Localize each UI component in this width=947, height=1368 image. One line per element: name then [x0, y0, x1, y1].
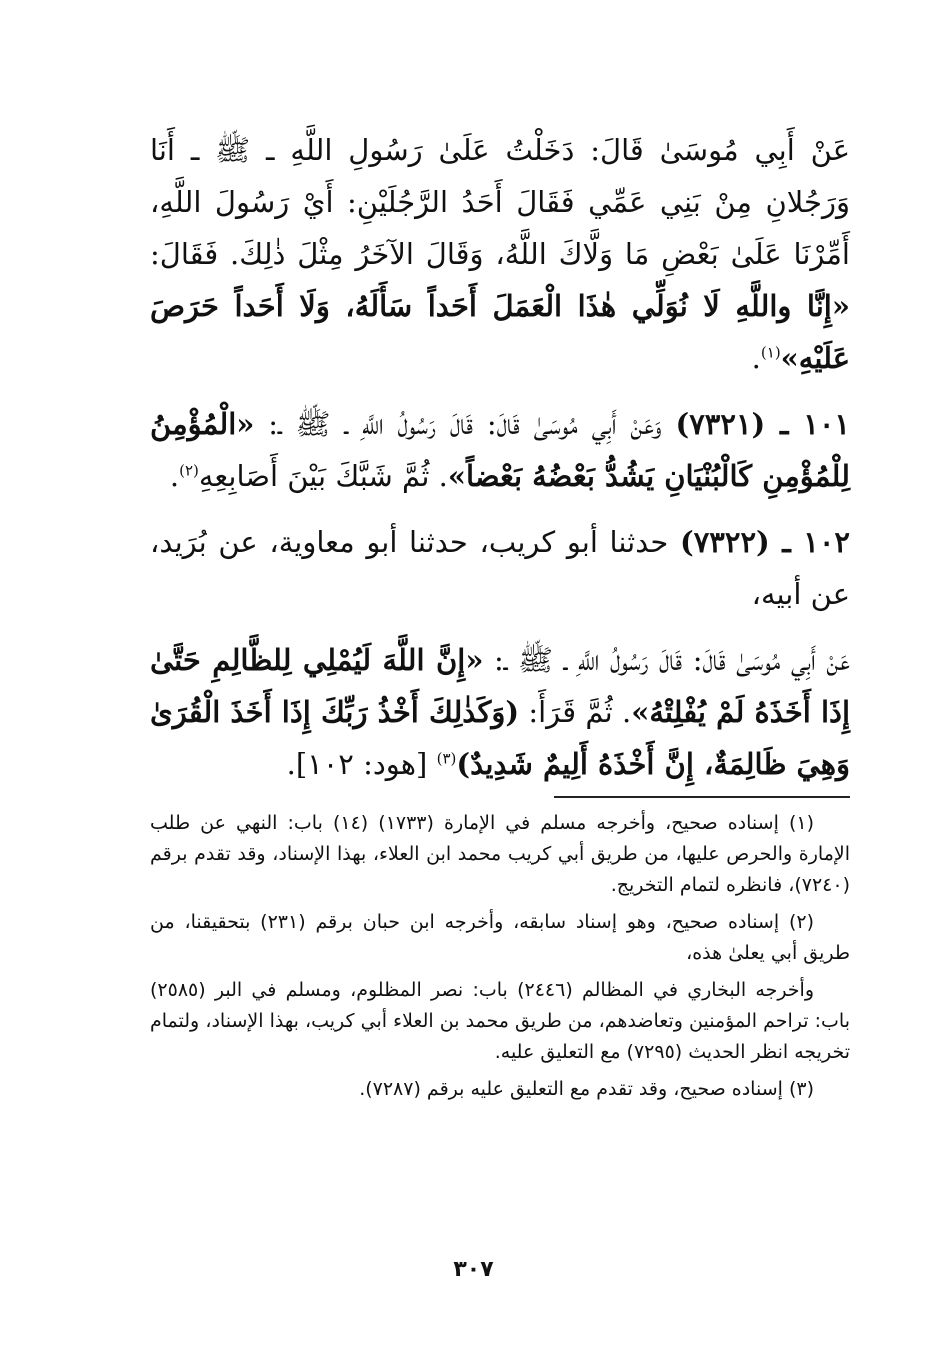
- hadith-100-narration: عَنْ أَبِي مُوسَىٰ قَالَ: دَخَلْتُ عَلَىٰ رَسُولِ اللَّهِ ـ ﷺ ـ أَنَا وَرَجُلانِ مِنْ بَنِي عَمِّي فَقَالَ أَحَدُ الرَّجُلَيْنِ: أَيْ رَسُولَ اللَّهِ، أَمِّرْنَا عَلَىٰ بَعْضِ مَا وَلَّاكَ اللَّهُ، وَقَالَ الآخَرُ مِثْلَ ذٰلِكَ. فَقَالَ:: [150, 133, 850, 271]
- hadith-102-end: .: [286, 747, 296, 781]
- footnote-2: (٢) إسناده صحيح، وهو إسناد سابقه، وأخرجه ابن حبان برقم (٢٣١) بتحقيقنا، من طريق أبي يعلىٰ هذه،: [150, 911, 850, 964]
- hadith-102-isnad-text: حدثنا أبو كريب، حدثنا أبو معاوية، عن بُرَيد، عن أبيه،: [150, 525, 850, 611]
- footnote-separator: [554, 796, 850, 798]
- footnote-ref-1[interactable]: (١): [760, 343, 781, 362]
- hadith-101: [150, 398, 850, 502]
- hadith-102: [150, 634, 850, 790]
- footnote-1: (١) إسناده صحيح، وأخرجه مسلم في الإمارة (١٧٣٣) (١٤) باب: النهي عن طلب الإمارة والحرص عليها، من طريق أبي كريب محمد ابن العلاء، بهذا الإسناد، وقد تقدم برقم (٧٢٤٠)، فانظره لتمام التخريج.: [150, 812, 850, 896]
- quran-verse: (وَكَذٰلِكَ أَخْذُ رَبِّكَ إِذَا أَخَذَ الْقُرَىٰ وَهِيَ ظَالِمَةٌ، إِنَّ أَخْذَهُ أَلِيمٌ شَدِيدٌ): [150, 695, 850, 781]
- footnote-2-continued: وأخرجه البخاري في المظالم (٢٤٤٦) باب: نصر المظلوم، ومسلم في البر (٢٥٨٥) باب: تراحم المؤمنين وتعاضدهم، من طريق محمد بن العلاء أبي كريب، بهذا الإسناد، ولتمام تخريجه انظر الحديث (٧٢٩٥) مع التعليق عليه.: [150, 979, 850, 1063]
- hadith-102-isnad: [150, 516, 850, 620]
- hadith-100: [150, 124, 850, 384]
- hadith-100-quote: «إِنَّا واللَّهِ لَا نُوَلِّي هٰذَا الْعَمَلَ أَحَداً سَأَلَهُ، وَلَا أَحَداً حَرَصَ عَلَيْهِ»: [150, 289, 850, 375]
- hadith-102-middle: . ثُمَّ قَرَأَ:: [528, 695, 632, 729]
- hadith-101-tail: . ثُمَّ شَبَّكَ بَيْنَ أَصَابِعِهِ: [198, 459, 448, 493]
- hadith-101-number: ١٠١ ـ (٧٣٢١): [675, 407, 850, 441]
- hadith-100-end: .: [751, 341, 761, 375]
- hadith-102-narration: عَنْ أَبِي مُوسَىٰ قَالَ: قَالَ رَسُولُ اللَّهِ ـ ﷺ ـ:: [494, 643, 850, 677]
- hadith-101-quote: «الْمُؤْمِنُ لِلْمُؤْمِنِ كَالْبُنْيَانِ يَشُدُّ بَعْضُهُ بَعْضاً»: [150, 407, 850, 493]
- footnote-ref-2[interactable]: (٢): [179, 461, 199, 480]
- footnotes: [150, 808, 850, 1105]
- verse-citation: [هود: ١٠٢]: [295, 747, 428, 781]
- page-content: [150, 124, 850, 1111]
- hadith-102-number: ١٠٢ ـ (٧٣٢٢): [679, 525, 850, 559]
- hadith-102-quote: «إِنَّ اللَّهَ لَيُمْلِي لِلظَّالِمِ حَتَّىٰ إِذَا أَخَذَهُ لَمْ يُفْلِتْهُ»: [150, 643, 851, 729]
- page-number: ٣٠٧: [453, 1257, 494, 1282]
- footnote-ref-3[interactable]: (٣): [436, 749, 457, 768]
- footnote-3: (٣) إسناده صحيح، وقد تقدم مع التعليق عليه برقم (٧٢٨٧).: [359, 1078, 814, 1100]
- hadith-101-end: .: [169, 459, 180, 493]
- hadith-101-narration: وَعَنْ أَبِي مُوسَىٰ قَالَ: قَالَ رَسُولُ اللَّهِ ـ ﷺ ـ:: [268, 407, 662, 441]
